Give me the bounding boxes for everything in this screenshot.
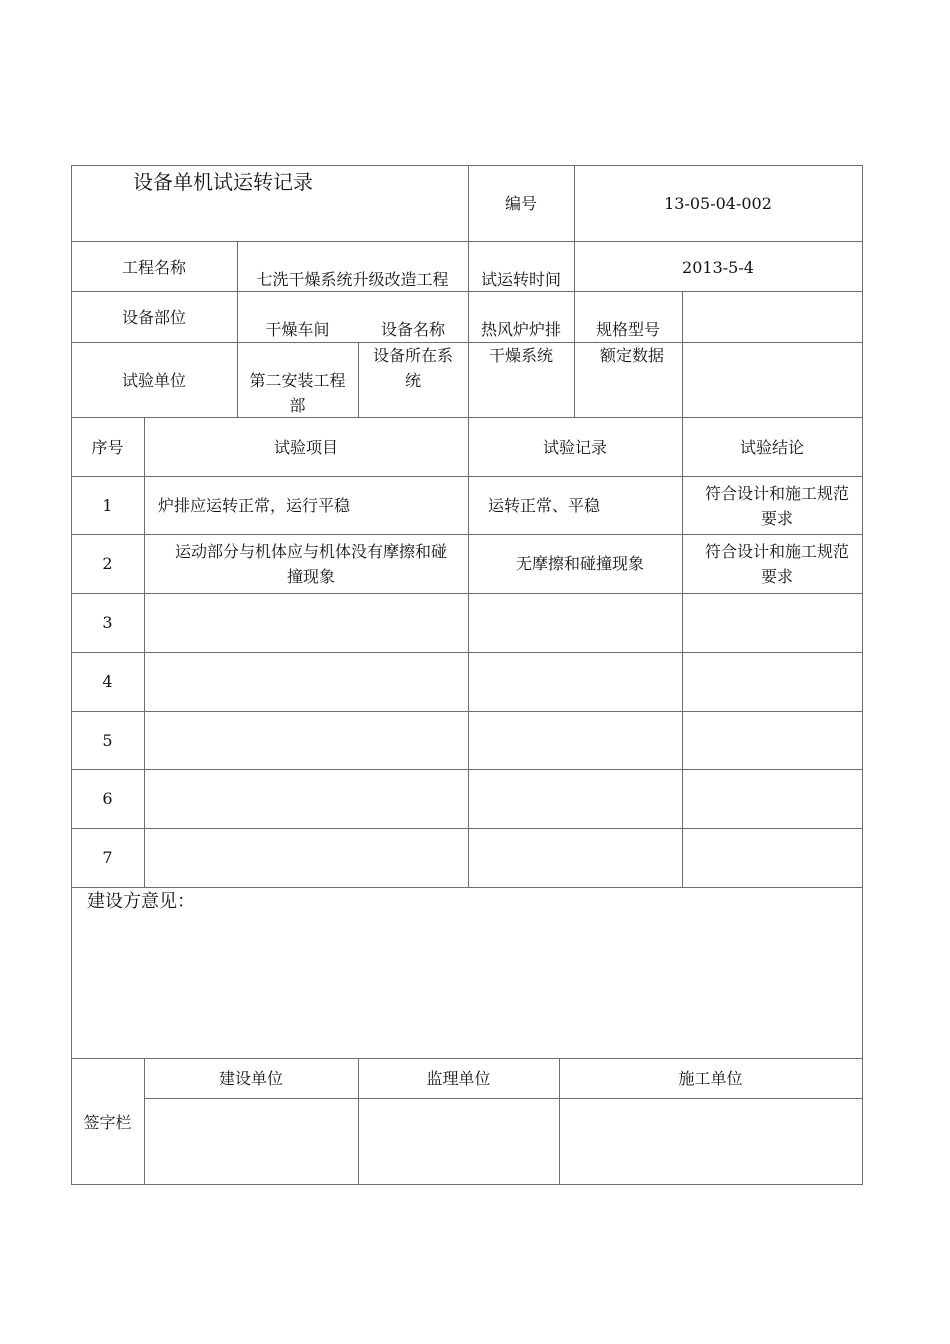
header-test-item: 试验项目	[273, 438, 338, 457]
rule-row4-bottom	[71, 711, 863, 712]
rule-row6-bottom	[71, 828, 863, 829]
row-2-item-line2: 撞现象	[286, 567, 335, 586]
project-value: 七洗干燥系统升级改造工程	[256, 270, 449, 289]
header-number: 序号	[91, 438, 124, 457]
test-unit-value-line2: 部	[289, 396, 306, 415]
rule-header-top	[71, 417, 863, 418]
row-2-number: 2	[102, 554, 113, 573]
system-value: 干燥系统	[488, 346, 553, 365]
project-label: 工程名称	[121, 258, 186, 277]
row-2-record: 无摩擦和碰撞现象	[515, 554, 644, 573]
document-title: 设备单机试运转记录	[133, 170, 313, 194]
row-2-conclusion-line1: 符合设计和施工规范	[704, 542, 849, 561]
row-3-number: 3	[102, 613, 113, 632]
owner-opinion-label: 建设方意见：	[87, 891, 195, 912]
rule-opinion-bottom	[71, 1058, 863, 1059]
rule-signature-header-bottom	[144, 1098, 863, 1099]
rule-row5-bottom	[71, 769, 863, 770]
code-value: 13-05-04-002	[664, 194, 772, 213]
row-5-number: 5	[102, 731, 113, 750]
header-test-record: 试验记录	[542, 438, 607, 457]
system-label-line2: 统	[404, 371, 421, 390]
equipment-name-value: 热风炉炉排	[480, 320, 561, 339]
system-label-line1: 设备所在系	[372, 346, 453, 365]
rule-location-bottom	[71, 342, 863, 343]
rule-row1-bottom	[71, 534, 863, 535]
trial-time-value: 2013-5-4	[682, 258, 754, 277]
rule-row3-bottom	[71, 652, 863, 653]
row-2-conclusion-line2: 要求	[760, 567, 793, 586]
rule-top	[71, 165, 863, 166]
test-unit-value-line1: 第二安装工程	[249, 371, 346, 390]
model-label: 规格型号	[595, 320, 660, 339]
header-test-conclusion: 试验结论	[739, 438, 804, 457]
signature-construction-unit: 施工单位	[678, 1069, 743, 1088]
rule-bottom	[71, 1184, 863, 1185]
rule-row2-bottom	[71, 593, 863, 594]
rule-col-682	[682, 291, 683, 888]
row-7-number: 7	[102, 848, 113, 867]
rule-row7-bottom	[71, 887, 863, 888]
row-1-record: 运转正常、平稳	[488, 496, 601, 515]
location-label: 设备部位	[121, 308, 186, 327]
signature-label: 签字栏	[83, 1113, 132, 1132]
row-1-conclusion-line2: 要求	[760, 509, 793, 528]
rule-header-bottom	[71, 476, 863, 477]
test-unit-label: 试验单位	[121, 371, 186, 390]
row-1-conclusion-line1: 符合设计和施工规范	[704, 484, 849, 503]
rule-col-144-table	[144, 417, 145, 888]
code-label: 编号	[504, 194, 537, 213]
equipment-name-label: 设备名称	[380, 320, 445, 339]
rated-label: 额定数据	[599, 346, 664, 365]
rule-right	[862, 165, 863, 1185]
signature-owner-unit: 建设单位	[218, 1069, 283, 1088]
row-1-number: 1	[102, 496, 113, 515]
rule-title-bottom	[71, 241, 863, 242]
row-4-number: 4	[102, 672, 113, 691]
row-1-item: 炉排应运转正常，运行平稳	[158, 496, 351, 515]
trial-time-label: 试运转时间	[480, 270, 561, 289]
row-6-number: 6	[102, 789, 113, 808]
location-value: 干燥车间	[265, 320, 330, 339]
signature-supervision-unit: 监理单位	[426, 1069, 491, 1088]
row-2-item-line1: 运动部分与机体应与机体没有摩擦和碰	[174, 542, 447, 561]
